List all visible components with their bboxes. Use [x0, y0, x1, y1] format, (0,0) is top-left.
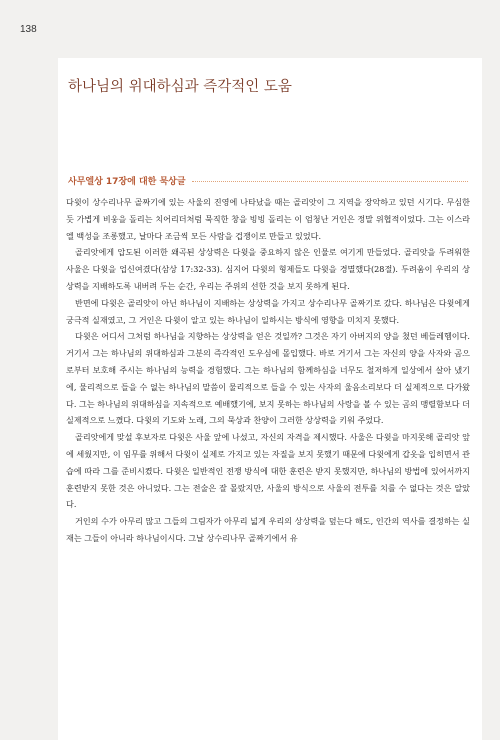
content-panel: [58, 58, 482, 740]
dotted-leader: [192, 181, 468, 182]
paragraph-5: 골리앗에게 맞설 후보자로 다윗은 사울 앞에 나섰고, 자신의 자격을 제시했다. 사울은 다윗을 마지못해 골리앗 앞에 세웠지만, 이 임무를 위해서 다윗이 실제로 가지고 있는 자질을 보지 못했기 때문에 다윗에게 갑옷을 입히면서 관습에 따라 그를 준비시켰다. 다윗은 일반적인 전쟁 방식에 대한 훈련은 받지 못했지만, 하나님의 방법에 있어서까지 훈련받지 못한 것은 아니었다. 그는 전술은 잘 몰랐지만, 사울의 방식으로 사울의 전투를 치를 수 없다는 것은 알았다.: [66, 432, 470, 510]
section-label: 사무엘상 17장에 대한 묵상글: [68, 177, 186, 187]
section-heading: [68, 174, 468, 187]
paragraph-6: 거인의 수가 아무리 많고 그들의 그림자가 아무리 넓게 우리의 상상력을 덮는다 해도, 인간의 역사를 결정하는 실재는 그들이 아니라 하나님이시다. 그날 상수리나무 골짜기에서 유: [66, 516, 470, 543]
paragraph-2: 골리앗에게 압도된 이러한 왜곡된 상상력은 다윗을 중요하지 않은 인물로 여기게 만들었다. 골리앗을 두려워한 사울은 다윗을 업신여겼다(삼상 17:32-33). 심지어 다윗의 형제들도 다윗을 경멸했다(28절). 두려움이 우리의 상상력을 지배하도록 내버려 두는 순간, 우리는 주위의 선한 것을 보지 못하게 된다.: [66, 247, 470, 291]
chapter-title: 하나님의 위대하심과 즉각적인 도움: [68, 79, 292, 95]
paragraph-1: 다윗이 상수리나무 골짜기에 있는 사울의 진영에 나타났을 때는 골리앗이 그 지역을 장악하고 있던 시기다. 무심한 듯 가볍게 비웅을 돌리는 치어리더처럼 묵직한 창을 빙빙 돌리는 이 엄청난 거인은 정말 위협적이었다. 그는 이스라엘 백성을 조롱했고, 날마다 조금씩 모든 사람을 겁쟁이로 만들고 있었다.: [66, 197, 470, 241]
paragraph-3: 반면에 다윗은 골리앗이 아닌 하나님이 지배하는 상상력을 가지고 상수리나무 골짜기로 갔다. 하나님은 다윗에게 궁극적 실재였고, 그 거인은 다윗이 알고 있는 하나님이 일하시는 방식에 영향을 미치지 못했다.: [66, 297, 470, 325]
paragraph-4: 다윗은 어디서 그처럼 하나님을 지향하는 상상력을 얻은 것일까? 그것은 자기 아버지의 양을 쳤던 베들레헴이다. 거기서 그는 하나님의 위대하심과 그분의 즉각적인 도우심에 몰입했다. 바로 거기서 그는 자신의 양을 사자와 곰으로부터 보호해 주시는 하나님의 능력을 경험했다. 그는 하나님의 함께하심을 너무도 철저하게 일상에서 살아 냈기에, 물리적으로 들을 수 없는 하나님의 말씀이 물리적으로 들을 수 있는 사자의 울음소리보다 더 실제적으로 다가왔다. 그는 하나님의 위대하심을 지속적으로 예배했기에, 보지 못하는 하나님의 사랑을 볼 수 있는 곰의 맹렬함보다 더 실제적으로 느꼈다. 다윗의 기도와 노래, 그의 묵상과 찬양이 그러한 상상력을 키워 주었다.: [66, 331, 470, 426]
body-text: [66, 194, 470, 547]
page-number: 138: [20, 24, 37, 35]
